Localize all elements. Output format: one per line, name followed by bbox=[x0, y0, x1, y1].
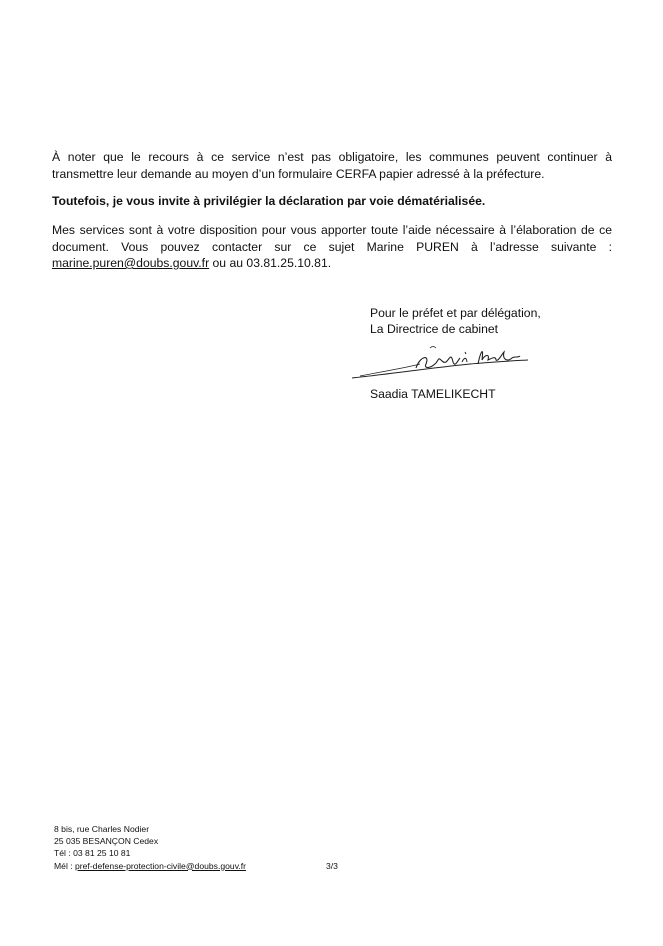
signature-block bbox=[370, 305, 600, 337]
contact-email-link[interactable]: marine.puren@doubs.gouv.fr bbox=[52, 256, 210, 270]
signature-delegation-line: Pour le préfet et par délégation, bbox=[370, 306, 541, 320]
handwritten-signature bbox=[350, 334, 540, 382]
contact-text: Mes services sont à votre disposition pour vous apporter toute l’aide nécessaire à l’élaboration de ce document. Vous pouvez contacter sur ce sujet Marine PUREN à l’adresse suivante : bbox=[52, 223, 612, 254]
footer-street: 8 bis, rue Charles Nodier bbox=[54, 824, 150, 834]
page-number: 3/3 bbox=[326, 861, 338, 871]
notice-paragraph: À noter que le recours à ce service n’est pas obligatoire, les communes peuvent continuer à transmettre leur demande au moyen d’un formulaire CERFA papier adressé à la préfecture. bbox=[52, 150, 612, 181]
footer-city: 25 035 BESANÇON Cedex bbox=[54, 836, 159, 847]
contact-paragraph bbox=[52, 222, 612, 272]
footer-mail-label: Mél : bbox=[54, 860, 76, 871]
footer-mail-link[interactable]: pref-defense-protection-civile@doubs.gouv.fr bbox=[75, 860, 246, 871]
invitation-paragraph: Toutefois, je vous invite à privilégier la déclaration par voie dématérialisée. bbox=[52, 194, 486, 208]
footer-phone: Tél : 03 81 25 10 81 bbox=[54, 848, 131, 859]
contact-phone-text: ou au 03.81.25.10.81. bbox=[209, 256, 332, 270]
signature-role-line: La Directrice de cabinet bbox=[370, 322, 499, 336]
signatory-name: Saadia TAMELIKECHT bbox=[370, 387, 496, 401]
